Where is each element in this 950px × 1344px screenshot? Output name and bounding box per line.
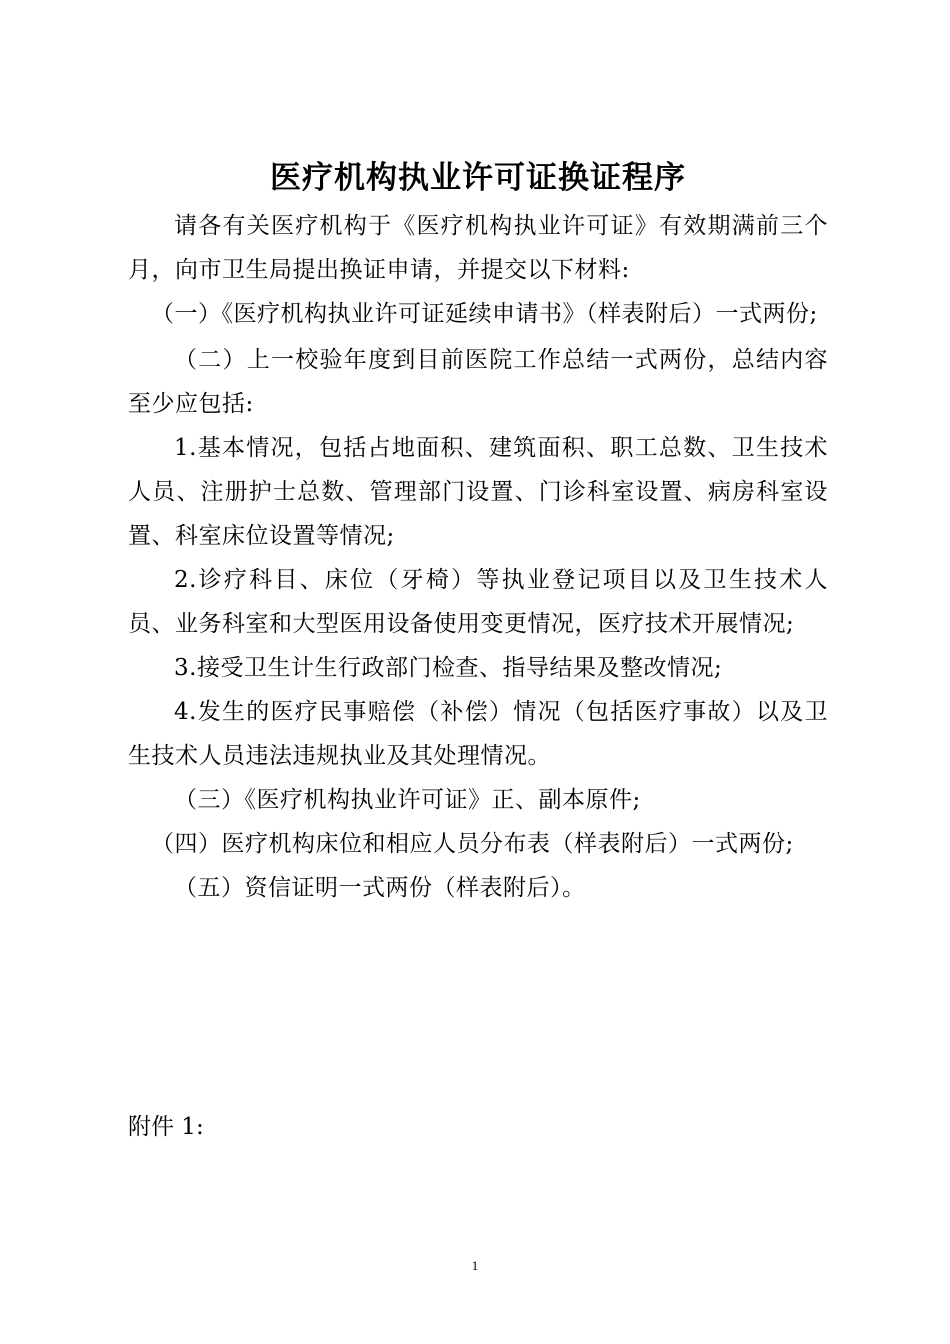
item-2: （二）上一校验年度到目前医院工作总结一式两份，总结内容至少应包括:: [128, 347, 828, 417]
item-1: （一）《医疗机构执业许可证延续申请书》（样表附后）一式两份;: [151, 301, 818, 327]
document-page: [128, 150, 828, 910]
item-5: （五）资信证明一式两份（样表附后）。: [174, 875, 586, 901]
item-3: （三）《医疗机构执业许可证》正、副本原件;: [174, 787, 641, 813]
intro-paragraph: 请各有关医疗机构于《医疗机构执业许可证》有效期满前三个月，向市卫生局提出换证申请，并提交以下材料:: [128, 213, 828, 283]
item-4: （四）医疗机构床位和相应人员分布表（样表附后）一式两份;: [151, 831, 794, 857]
attachment-label: 附件 1:: [128, 1114, 204, 1140]
document-title: 医疗机构执业许可证换证程序: [270, 160, 686, 196]
item-2-sub-2: 2.诊疗科目、床位（牙椅）等执业登记项目以及卫生技术人员、业务科室和大型医用设备使用变更情况，医疗技术开展情况;: [128, 567, 828, 637]
page-number: 1: [471, 1258, 479, 1273]
item-2-sub-3: 3.接受卫生计生行政部门检查、指导结果及整改情况;: [174, 655, 723, 681]
item-2-sub-4: 4.发生的医疗民事赔偿（补偿）情况（包括医疗事故）以及卫生技术人员违法违规执业及其处理情况。: [128, 699, 828, 769]
item-2-sub-1: 1.基本情况，包括占地面积、建筑面积、职工总数、卫生技术人员、注册护士总数、管理部门设置、门诊科室设置、病房科室设置、科室床位设置等情况;: [128, 435, 828, 549]
